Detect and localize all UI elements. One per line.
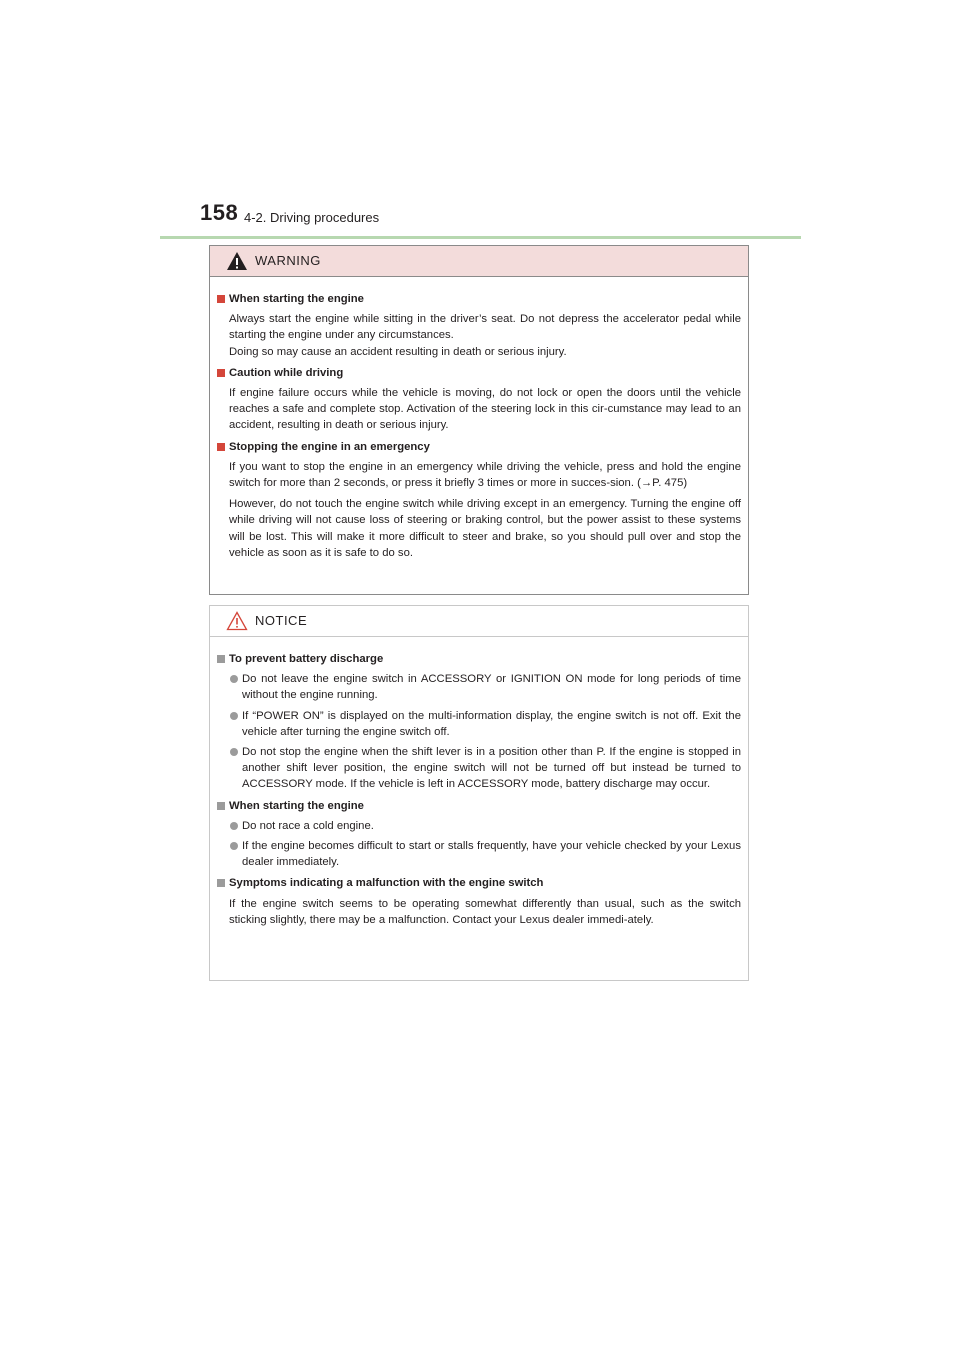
- notice-triangle-icon: [226, 611, 248, 631]
- square-bullet-icon: [217, 802, 225, 810]
- warning-item: [217, 365, 741, 434]
- square-bullet-icon: [217, 655, 225, 663]
- item-paragraph: If you want to stop the engine in an emergency while driving the vehicle, press and hold the engine switch for more than 2 seconds, or press it briefly 3 times or more in succes-sion. (→P. 475): [229, 460, 741, 490]
- bullet-item: If “POWER ON” is displayed on the multi-information display, the engine switch is not off. Exit the vehicle after turning the engine switch off.: [217, 708, 741, 740]
- item-heading: Caution while driving: [229, 366, 344, 379]
- warning-title: WARNING: [255, 253, 321, 268]
- notice-item: [217, 875, 741, 928]
- circle-bullet-icon: [230, 748, 238, 756]
- warning-box: [209, 245, 749, 595]
- warning-content: [210, 277, 748, 561]
- bullet-item: Do not stop the engine when the shift lever is in a position other than P. If the engine is stopped in another shift lever position, the engine switch will not be turned off but instead be turned to ACCESSORY mode. If the vehicle is left in ACCESSORY mode, battery discharge may occur.: [217, 744, 741, 793]
- bullet-item: Do not race a cold engine.: [217, 818, 741, 834]
- warning-title-bar: [210, 246, 748, 277]
- square-bullet-icon: [217, 879, 225, 887]
- item-heading: When starting the engine: [229, 799, 364, 812]
- bullet-item: If the engine becomes difficult to start or stalls frequently, have your vehicle checked by your Lexus dealer immediately.: [217, 838, 741, 870]
- warning-triangle-icon: [226, 251, 248, 271]
- square-bullet-icon: [217, 295, 225, 303]
- circle-bullet-icon: [230, 842, 238, 850]
- section-title: 4-2. Driving procedures: [244, 210, 380, 225]
- circle-bullet-icon: [230, 712, 238, 720]
- warning-item: [217, 291, 741, 360]
- notice-title-bar: [210, 606, 748, 637]
- notice-item: [217, 651, 741, 793]
- page-header: [160, 200, 801, 239]
- item-paragraph: If the engine switch seems to be operating somewhat differently than usual, such as the switch sticking slightly, there may be a malfunction. Contact your Lexus dealer immedi-ately.: [229, 897, 741, 926]
- circle-bullet-icon: [230, 822, 238, 830]
- notice-title: NOTICE: [255, 613, 308, 628]
- item-heading: Stopping the engine in an emergency: [229, 440, 430, 453]
- item-paragraph: If engine failure occurs while the vehicle is moving, do not lock or open the doors until the vehicle reaches a safe and complete stop. Activation of the steering lock in this cir-cumstance may lead to an accident, resulting in death or serious injury.: [229, 387, 741, 432]
- item-heading: When starting the engine: [229, 293, 364, 305]
- square-bullet-icon: [217, 369, 225, 377]
- notice-content: [210, 637, 748, 928]
- item-heading: Symptoms indicating a malfunction with the engine switch: [229, 877, 544, 890]
- item-paragraph: Doing so may cause an accident resulting in death or serious injury.: [229, 345, 567, 358]
- warning-item: [217, 439, 741, 561]
- page-number: 158: [200, 200, 239, 225]
- item-heading: To prevent battery discharge: [229, 653, 384, 665]
- square-bullet-icon: [217, 443, 225, 451]
- item-paragraph: However, do not touch the engine switch while driving except in an emergency. Turning the engine off while driving will not cause loss of steering or braking control, but the power assist to these systems will be lost. This will make it more difficult to steer and brake, so you should pull over and stop the vehicle as soon as it is safe to do so.: [229, 498, 741, 559]
- notice-box: [209, 605, 749, 981]
- notice-item: [217, 798, 741, 871]
- item-paragraph: Always start the engine while sitting in the driver’s seat. Do not depress the accelerator pedal while starting the engine under any circumstances.: [229, 313, 741, 342]
- circle-bullet-icon: [230, 675, 238, 683]
- bullet-item: Do not leave the engine switch in ACCESSORY or IGNITION ON mode for long periods of time without the engine running.: [217, 671, 741, 703]
